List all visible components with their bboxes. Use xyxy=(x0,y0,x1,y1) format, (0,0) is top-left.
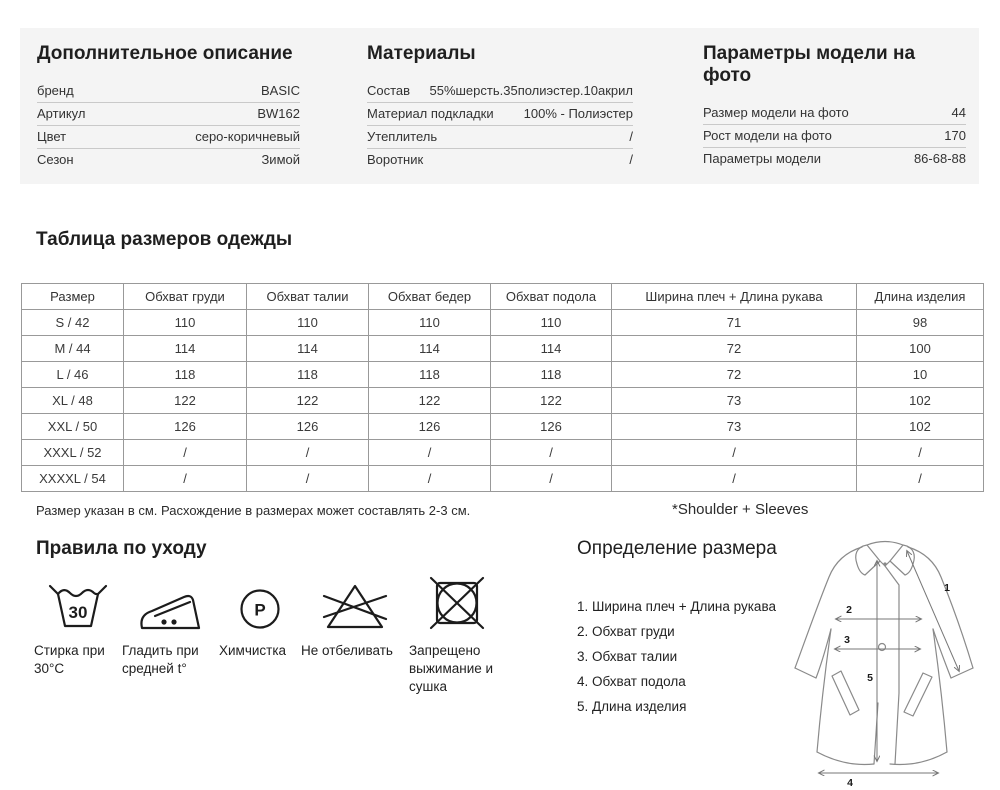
additional-description-section xyxy=(37,43,300,171)
info-label: бренд xyxy=(37,83,74,98)
table-cell: 114 xyxy=(124,336,247,362)
coat-measure-lines xyxy=(819,551,959,773)
care-icons-row xyxy=(34,575,505,695)
care-title: Правила по уходу xyxy=(36,538,207,559)
section-title-additional: Дополнительное описание xyxy=(37,43,293,64)
table-cell: / xyxy=(491,466,612,492)
info-row-composition xyxy=(367,80,633,103)
table-cell: / xyxy=(491,440,612,466)
dry-clean-p-icon xyxy=(219,575,301,630)
coat-outline xyxy=(795,542,973,765)
wash-temp-label: 30 xyxy=(68,603,88,622)
list-item: 1. Ширина плеч + Длина рукава xyxy=(577,599,776,614)
size-definition-list xyxy=(577,594,776,719)
size-table-header-row xyxy=(22,284,984,310)
coat-diagram xyxy=(770,531,1000,790)
table-cell: 114 xyxy=(369,336,491,362)
table-row xyxy=(22,414,984,440)
table-cell: / xyxy=(612,466,857,492)
info-label: Размер модели на фото xyxy=(703,105,849,120)
table-row xyxy=(22,440,984,466)
info-row-model-params xyxy=(703,148,966,170)
table-row xyxy=(22,362,984,388)
table-cell: 10 xyxy=(857,362,984,388)
table-cell: L / 46 xyxy=(22,362,124,388)
materials-section xyxy=(367,43,633,171)
measure-label-1: 1 xyxy=(944,582,950,594)
info-value: 86-68-88 xyxy=(913,151,966,166)
info-row-lining xyxy=(367,103,633,126)
table-cell: 118 xyxy=(247,362,369,388)
materials-rows xyxy=(367,80,633,171)
table-cell: XXL / 50 xyxy=(22,414,124,440)
table-row xyxy=(22,388,984,414)
col-header-hem: Обхват подола xyxy=(491,284,612,310)
table-cell: 102 xyxy=(857,388,984,414)
info-value: Зимой xyxy=(261,152,300,167)
table-cell: 118 xyxy=(491,362,612,388)
info-value: 44 xyxy=(951,105,966,120)
list-item: 2. Обхват груди xyxy=(577,624,675,639)
list-item: 3. Обхват талии xyxy=(577,649,678,664)
info-label: Воротник xyxy=(367,152,424,167)
info-label: Материал подкладки xyxy=(367,106,494,121)
size-note: Размер указан в см. Расхождение в размерах может составлять 2-3 см. xyxy=(36,503,471,518)
table-cell: 73 xyxy=(612,388,857,414)
table-cell: 122 xyxy=(369,388,491,414)
col-header-waist: Обхват талии xyxy=(247,284,369,310)
table-row xyxy=(22,336,984,362)
col-header-hips: Обхват бедер xyxy=(369,284,491,310)
info-label: Состав xyxy=(367,83,411,98)
table-row xyxy=(22,466,984,492)
table-cell: / xyxy=(247,440,369,466)
info-row-brand xyxy=(37,80,300,103)
info-label: Рост модели на фото xyxy=(703,128,832,143)
table-cell: 72 xyxy=(612,362,857,388)
no-bleach-icon xyxy=(301,575,409,630)
table-cell: / xyxy=(124,466,247,492)
iron-medium-icon xyxy=(122,575,219,630)
measure-label-2: 2 xyxy=(846,604,852,616)
info-value: / xyxy=(629,129,633,144)
table-cell: 98 xyxy=(857,310,984,336)
care-item-no-wring xyxy=(409,575,505,695)
list-item: 5. Длина изделия xyxy=(577,699,687,714)
info-row-color xyxy=(37,126,300,149)
table-cell: / xyxy=(612,440,857,466)
care-item-no-bleach xyxy=(301,575,409,660)
info-row-collar xyxy=(367,149,633,171)
table-cell: 126 xyxy=(491,414,612,440)
list-item: 4. Обхват подола xyxy=(577,674,686,689)
table-cell: 118 xyxy=(124,362,247,388)
additional-rows xyxy=(37,80,300,171)
measure-label-3: 3 xyxy=(844,634,850,646)
table-cell: 73 xyxy=(612,414,857,440)
dry-clean-letter: P xyxy=(254,600,266,620)
info-value: 55%шерсть.35полиэстер.10акрил xyxy=(429,83,633,98)
no-wring-dry-icon xyxy=(409,575,505,630)
size-definition-title: Определение размера xyxy=(577,538,777,559)
table-cell: / xyxy=(247,466,369,492)
model-params-section xyxy=(703,43,966,170)
table-cell: 126 xyxy=(369,414,491,440)
table-cell: 71 xyxy=(612,310,857,336)
table-cell: / xyxy=(369,440,491,466)
info-value: 100% - Полиэстер xyxy=(523,106,633,121)
col-header-size: Размер xyxy=(22,284,124,310)
care-label: Гладить при средней t° xyxy=(122,643,199,676)
table-cell: / xyxy=(124,440,247,466)
table-cell: 110 xyxy=(124,310,247,336)
table-cell: 114 xyxy=(491,336,612,362)
table-cell: 72 xyxy=(612,336,857,362)
care-label: Не отбеливать xyxy=(301,643,393,658)
table-cell: 110 xyxy=(491,310,612,336)
table-cell: XL / 48 xyxy=(22,388,124,414)
size-table xyxy=(21,283,984,492)
section-title-materials: Материалы xyxy=(367,43,476,64)
table-cell: 122 xyxy=(247,388,369,414)
table-cell: 126 xyxy=(124,414,247,440)
table-cell: 114 xyxy=(247,336,369,362)
care-item-iron xyxy=(122,575,219,678)
table-cell: XXXL / 52 xyxy=(22,440,124,466)
info-row-insulation xyxy=(367,126,633,149)
info-label: Параметры модели xyxy=(703,151,822,166)
shoulder-sleeves-note: *Shoulder + Sleeves xyxy=(672,501,809,518)
info-label: Утеплитель xyxy=(367,129,438,144)
table-cell: 100 xyxy=(857,336,984,362)
table-cell: 126 xyxy=(247,414,369,440)
measure-label-5: 5 xyxy=(867,672,873,684)
care-item-wash xyxy=(34,575,122,678)
care-item-dry-clean xyxy=(219,575,301,660)
info-value: серо-коричневый xyxy=(195,129,300,144)
table-cell: S / 42 xyxy=(22,310,124,336)
info-row-model-height xyxy=(703,125,966,148)
care-label: Химчистка xyxy=(219,643,287,658)
info-value: BASIC xyxy=(260,83,300,98)
info-value: / xyxy=(629,152,633,167)
table-cell: XXXXL / 54 xyxy=(22,466,124,492)
table-cell: / xyxy=(857,440,984,466)
table-row xyxy=(22,310,984,336)
info-value: BW162 xyxy=(257,106,300,121)
table-cell: 102 xyxy=(857,414,984,440)
care-label: Стирка при 30°C xyxy=(34,643,105,676)
table-cell: 122 xyxy=(491,388,612,414)
info-label: Артикул xyxy=(37,106,86,121)
info-label: Сезон xyxy=(37,152,74,167)
size-table-title: Таблица размеров одежды xyxy=(36,229,293,250)
info-row-model-size xyxy=(703,102,966,125)
product-info-panel xyxy=(20,28,979,184)
section-title-model: Параметры модели на фото xyxy=(703,43,916,86)
measure-label-4: 4 xyxy=(847,777,853,789)
col-header-shoulder-sleeve: Ширина плеч + Длина рукава xyxy=(612,284,857,310)
table-cell: 122 xyxy=(124,388,247,414)
col-header-length: Длина изделия xyxy=(857,284,984,310)
model-rows xyxy=(703,102,966,170)
info-row-season xyxy=(37,149,300,171)
care-label: Запрещено выжимание и сушка xyxy=(409,643,494,694)
table-cell: / xyxy=(857,466,984,492)
info-label: Цвет xyxy=(37,129,67,144)
table-cell: 118 xyxy=(369,362,491,388)
info-value: 170 xyxy=(944,128,966,143)
wash-30-icon xyxy=(34,575,122,630)
info-row-article xyxy=(37,103,300,126)
table-cell: 110 xyxy=(247,310,369,336)
table-cell: M / 44 xyxy=(22,336,124,362)
table-cell: 110 xyxy=(369,310,491,336)
col-header-chest: Обхват груди xyxy=(124,284,247,310)
table-cell: / xyxy=(369,466,491,492)
